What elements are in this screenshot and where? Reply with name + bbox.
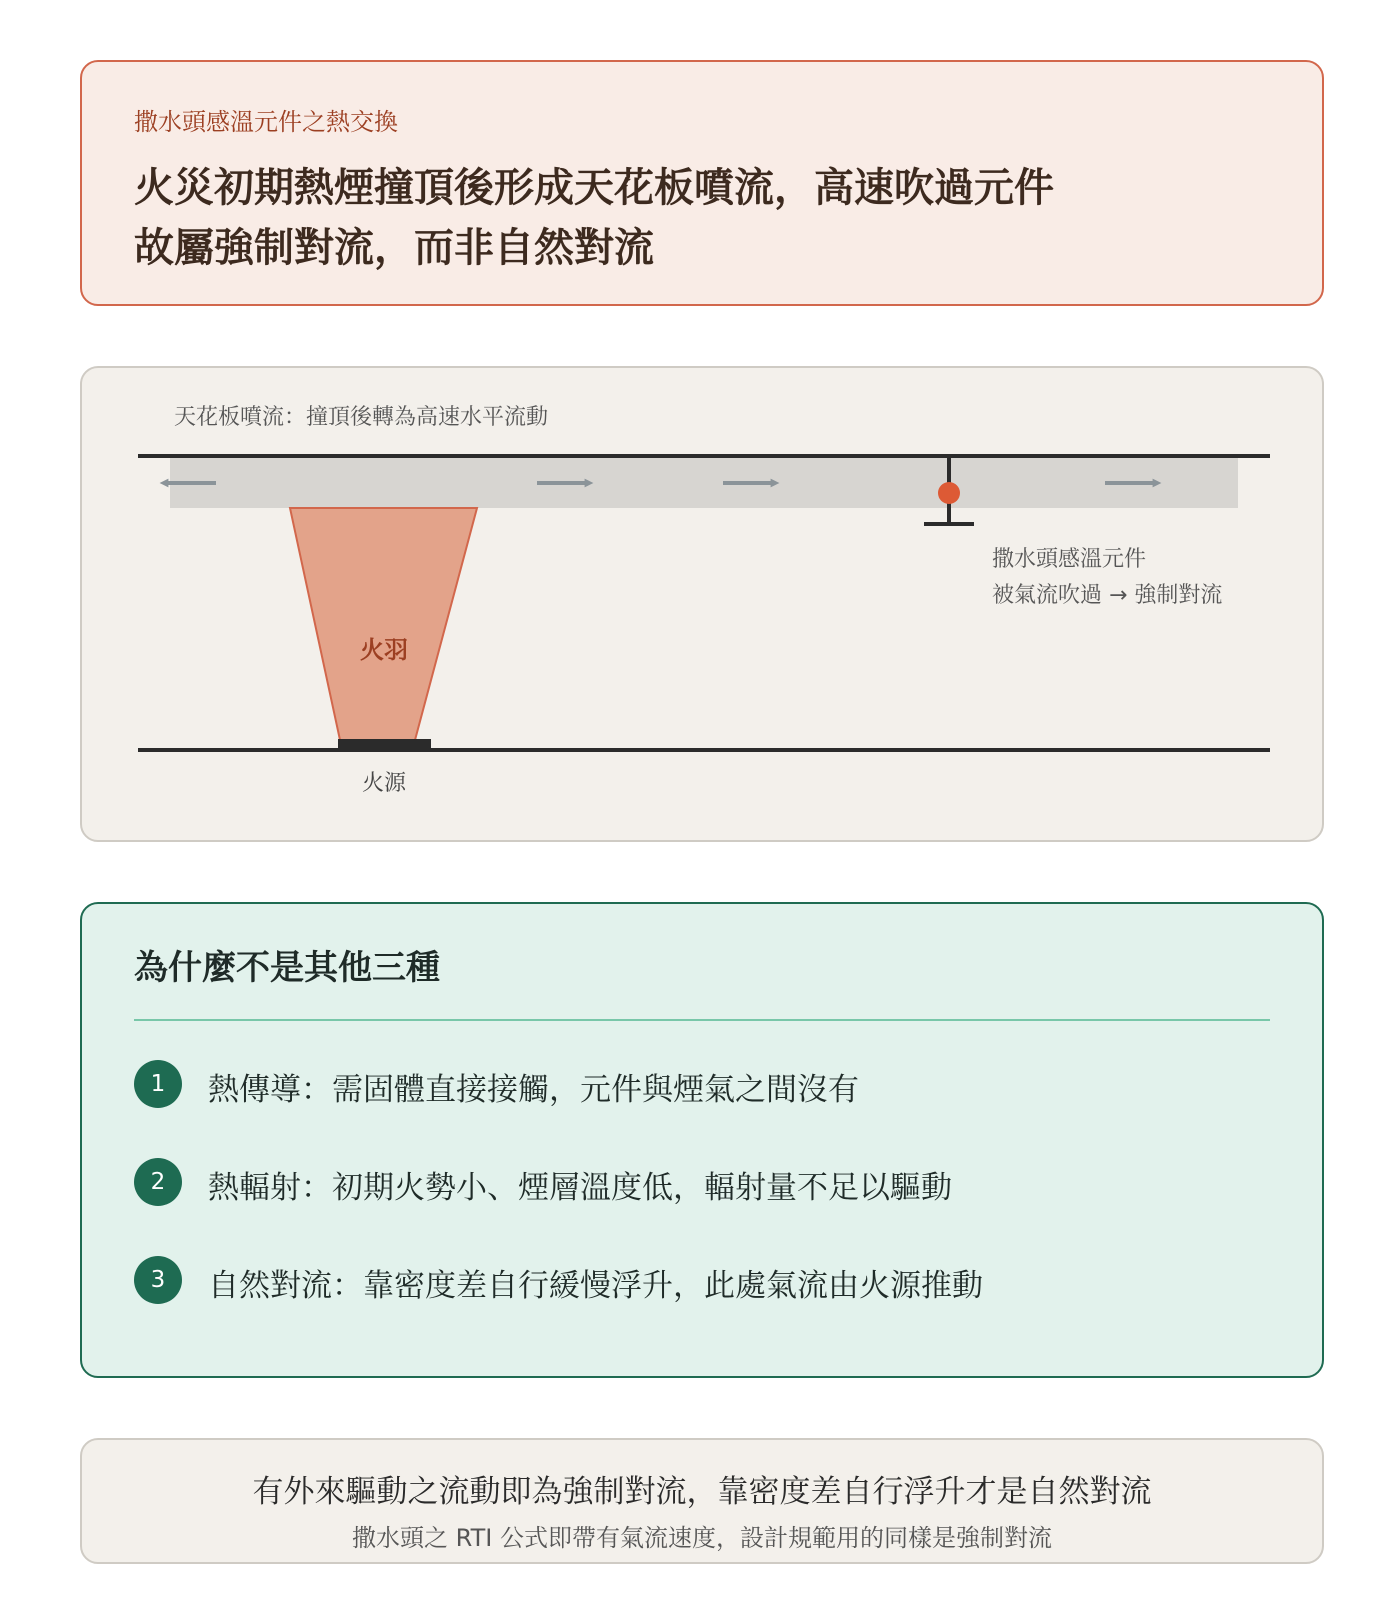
conclusion-card <box>80 1438 1324 1564</box>
reason-number-badge: 2 <box>134 1158 182 1206</box>
source-label: 火源 <box>361 771 407 796</box>
reason-number-badge: 1 <box>134 1060 182 1108</box>
conclusion-line-2: 撒水頭之 RTI 公式即帶有氣流速度，設計規範用的同樣是強制對流 <box>352 1524 1052 1552</box>
summary-kicker: 撒水頭感溫元件之熱交換 <box>134 108 398 136</box>
summary-card <box>80 60 1324 306</box>
reasons-title: 為什麼不是其他三種 <box>134 948 440 988</box>
headline-line-2: 故屬強制對流，而非自然對流 <box>134 225 654 271</box>
reason-text: 熱輻射：初期火勢小、煙層溫度低，輻射量不足以驅動 <box>208 1170 952 1206</box>
fire-plume <box>290 508 477 740</box>
reason-text: 自然對流：靠密度差自行緩慢浮升，此處氣流由火源推動 <box>208 1268 983 1304</box>
sensing-element <box>938 482 960 504</box>
sensor-label-1: 撒水頭感溫元件 <box>992 547 1147 572</box>
conclusion-line-1: 有外來驅動之流動即為強制對流，靠密度差自行浮升才是自然對流 <box>252 1474 1152 1510</box>
summary-headline <box>134 158 1054 278</box>
reason-number-badge: 3 <box>134 1256 182 1304</box>
plume-label: 火羽 <box>360 636 408 664</box>
reason-text: 熱傳導：需固體直接接觸，元件與煙氣之間沒有 <box>208 1072 859 1108</box>
headline-line-1: 火災初期熱煙撞頂後形成天花板噴流，高速吹過元件 <box>134 165 1054 211</box>
ceiling-jet-diagram <box>80 366 1324 842</box>
reasons-divider <box>134 1019 1270 1021</box>
fire-source <box>338 739 431 751</box>
sensor-label-2: 被氣流吹過 → 強制對流 <box>992 583 1223 608</box>
diagram-svg <box>82 368 1326 844</box>
reasons-card <box>80 902 1324 1378</box>
jet-caption: 天花板噴流：撞頂後轉為高速水平流動 <box>174 405 549 430</box>
ceiling-jet-band <box>170 458 1238 508</box>
